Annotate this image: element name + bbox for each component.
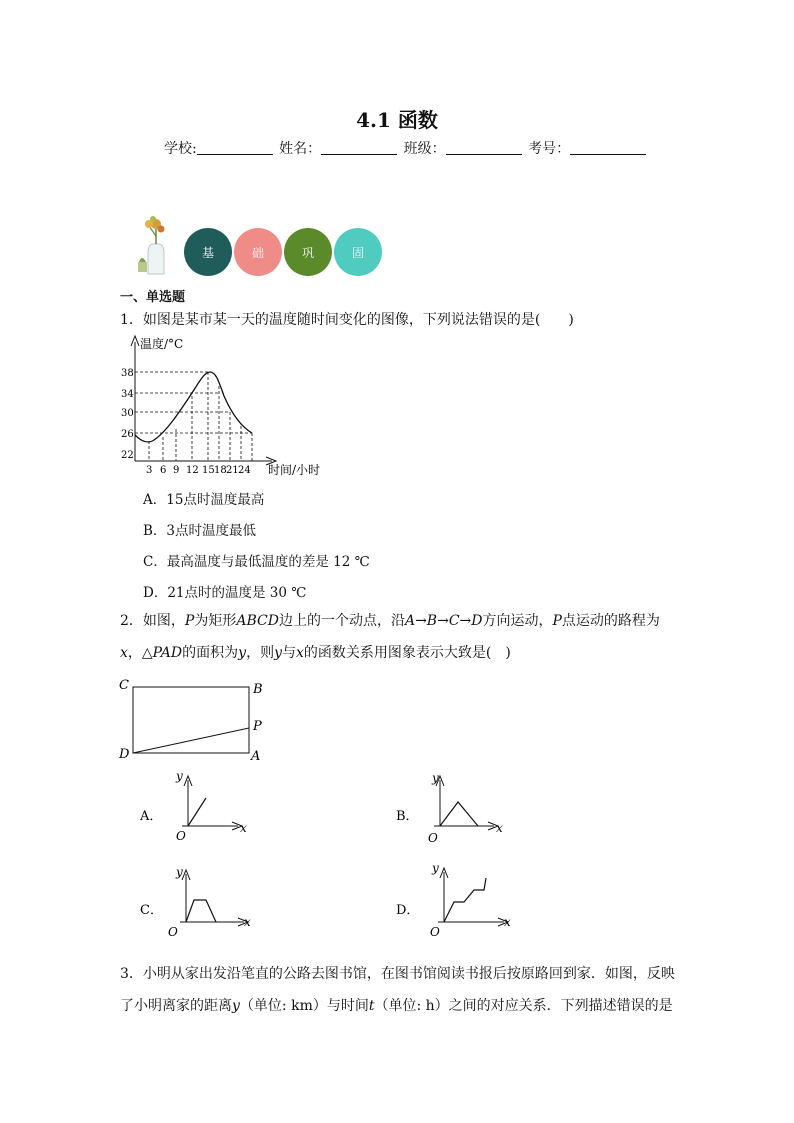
school-label: 学校: <box>164 141 197 157</box>
choice-graph-a[interactable] <box>138 770 258 842</box>
flower-vase-icon <box>136 214 176 276</box>
class-blank[interactable] <box>446 140 522 155</box>
svg-text:O: O <box>176 829 186 842</box>
class-label: 班级： <box>403 141 446 157</box>
x-tick: 18 <box>214 465 227 476</box>
label-C: C <box>119 678 129 693</box>
page-title: 4.1 函数 <box>356 108 438 132</box>
x-tick: 24 <box>238 465 251 476</box>
x-tick: 12 <box>186 465 199 476</box>
q1-option-a[interactable]: A．15点时温度最高 <box>143 492 265 508</box>
name-blank[interactable] <box>321 140 397 155</box>
y-tick: 30 <box>121 408 134 419</box>
svg-text:A．: A． <box>140 809 163 824</box>
x-tick: 3 <box>146 465 153 476</box>
svg-text:x: x <box>504 915 511 929</box>
x-tick: 21 <box>226 465 239 476</box>
x-axis-label: 时间/小时 <box>268 463 321 477</box>
y-tick: 22 <box>121 450 134 461</box>
q3-stem-line-2: 了小明离家的距离y（单位: km）与时间t（单位: h）之间的对应关系．下列描述错误的是 <box>120 998 673 1014</box>
svg-text:y: y <box>432 861 439 875</box>
label-A: A <box>251 749 261 762</box>
q1-option-c[interactable]: C．最高温度与最低温度的差是 12 ℃ <box>143 554 370 570</box>
banner-circle-4: 固 <box>334 228 382 276</box>
q1-stem: 1．如图是某市某一天的温度随时间变化的图像，下列说法错误的是( ) <box>120 312 574 328</box>
q2-stem-line-2: x，△PAD的面积为y，则y与x的函数关系用图象表示大致是( ) <box>120 645 511 661</box>
q1-option-b[interactable]: B．3点时温度最低 <box>143 523 257 539</box>
svg-text:O: O <box>428 831 438 842</box>
name-label: 姓名： <box>279 141 322 157</box>
banner-circle-2: 础 <box>234 228 282 276</box>
svg-text:y: y <box>432 771 439 785</box>
temperature-curve <box>135 372 252 442</box>
svg-text:C．: C． <box>140 903 163 918</box>
q3-stem-line-1: 3．小明从家出发沿笔直的公路去图书馆，在图书馆阅读书报后按原路回到家．如图，反映 <box>120 966 675 982</box>
svg-text:O: O <box>168 925 178 938</box>
banner-circle-3: 巩 <box>284 228 332 276</box>
label-P: P <box>253 719 262 734</box>
label-B: B <box>253 682 263 697</box>
exam-no-blank[interactable] <box>570 140 646 155</box>
school-blank[interactable] <box>197 140 273 155</box>
x-tick: 15 <box>202 465 215 476</box>
svg-text:x: x <box>244 915 251 929</box>
y-axis-label: 温度/°C <box>140 337 184 351</box>
y-tick: 26 <box>121 429 134 440</box>
banner-circle-1: 基 <box>184 228 232 276</box>
svg-text:y: y <box>176 865 183 879</box>
x-tick: 6 <box>160 465 167 476</box>
svg-text:y: y <box>176 770 183 783</box>
choice-graph-c[interactable] <box>138 862 258 938</box>
svg-text:O: O <box>430 925 440 938</box>
y-tick: 34 <box>121 389 134 400</box>
svg-text:x: x <box>496 821 503 835</box>
exam-no-label: 考号： <box>528 141 571 157</box>
x-tick: 9 <box>173 465 180 476</box>
label-D: D <box>119 747 130 762</box>
rectangle-figure <box>114 676 264 762</box>
svg-text:D．: D． <box>396 903 420 918</box>
y-tick: 38 <box>121 368 134 379</box>
choice-graph-b[interactable] <box>394 770 514 842</box>
student-info-line <box>164 138 648 158</box>
temperature-graph <box>118 334 338 480</box>
svg-text:B．: B． <box>396 809 419 824</box>
svg-text:x: x <box>240 821 247 835</box>
q1-option-d[interactable]: D．21点时的温度是 30 ℃ <box>143 585 307 601</box>
choice-graph-d[interactable] <box>394 858 518 938</box>
q2-stem-line-1: 2．如图，P为矩形ABCD边上的一个动点，沿A→B→C→D方向运动，P点运动的路程为 <box>120 613 660 629</box>
section-heading: 一、单选题 <box>120 290 186 305</box>
